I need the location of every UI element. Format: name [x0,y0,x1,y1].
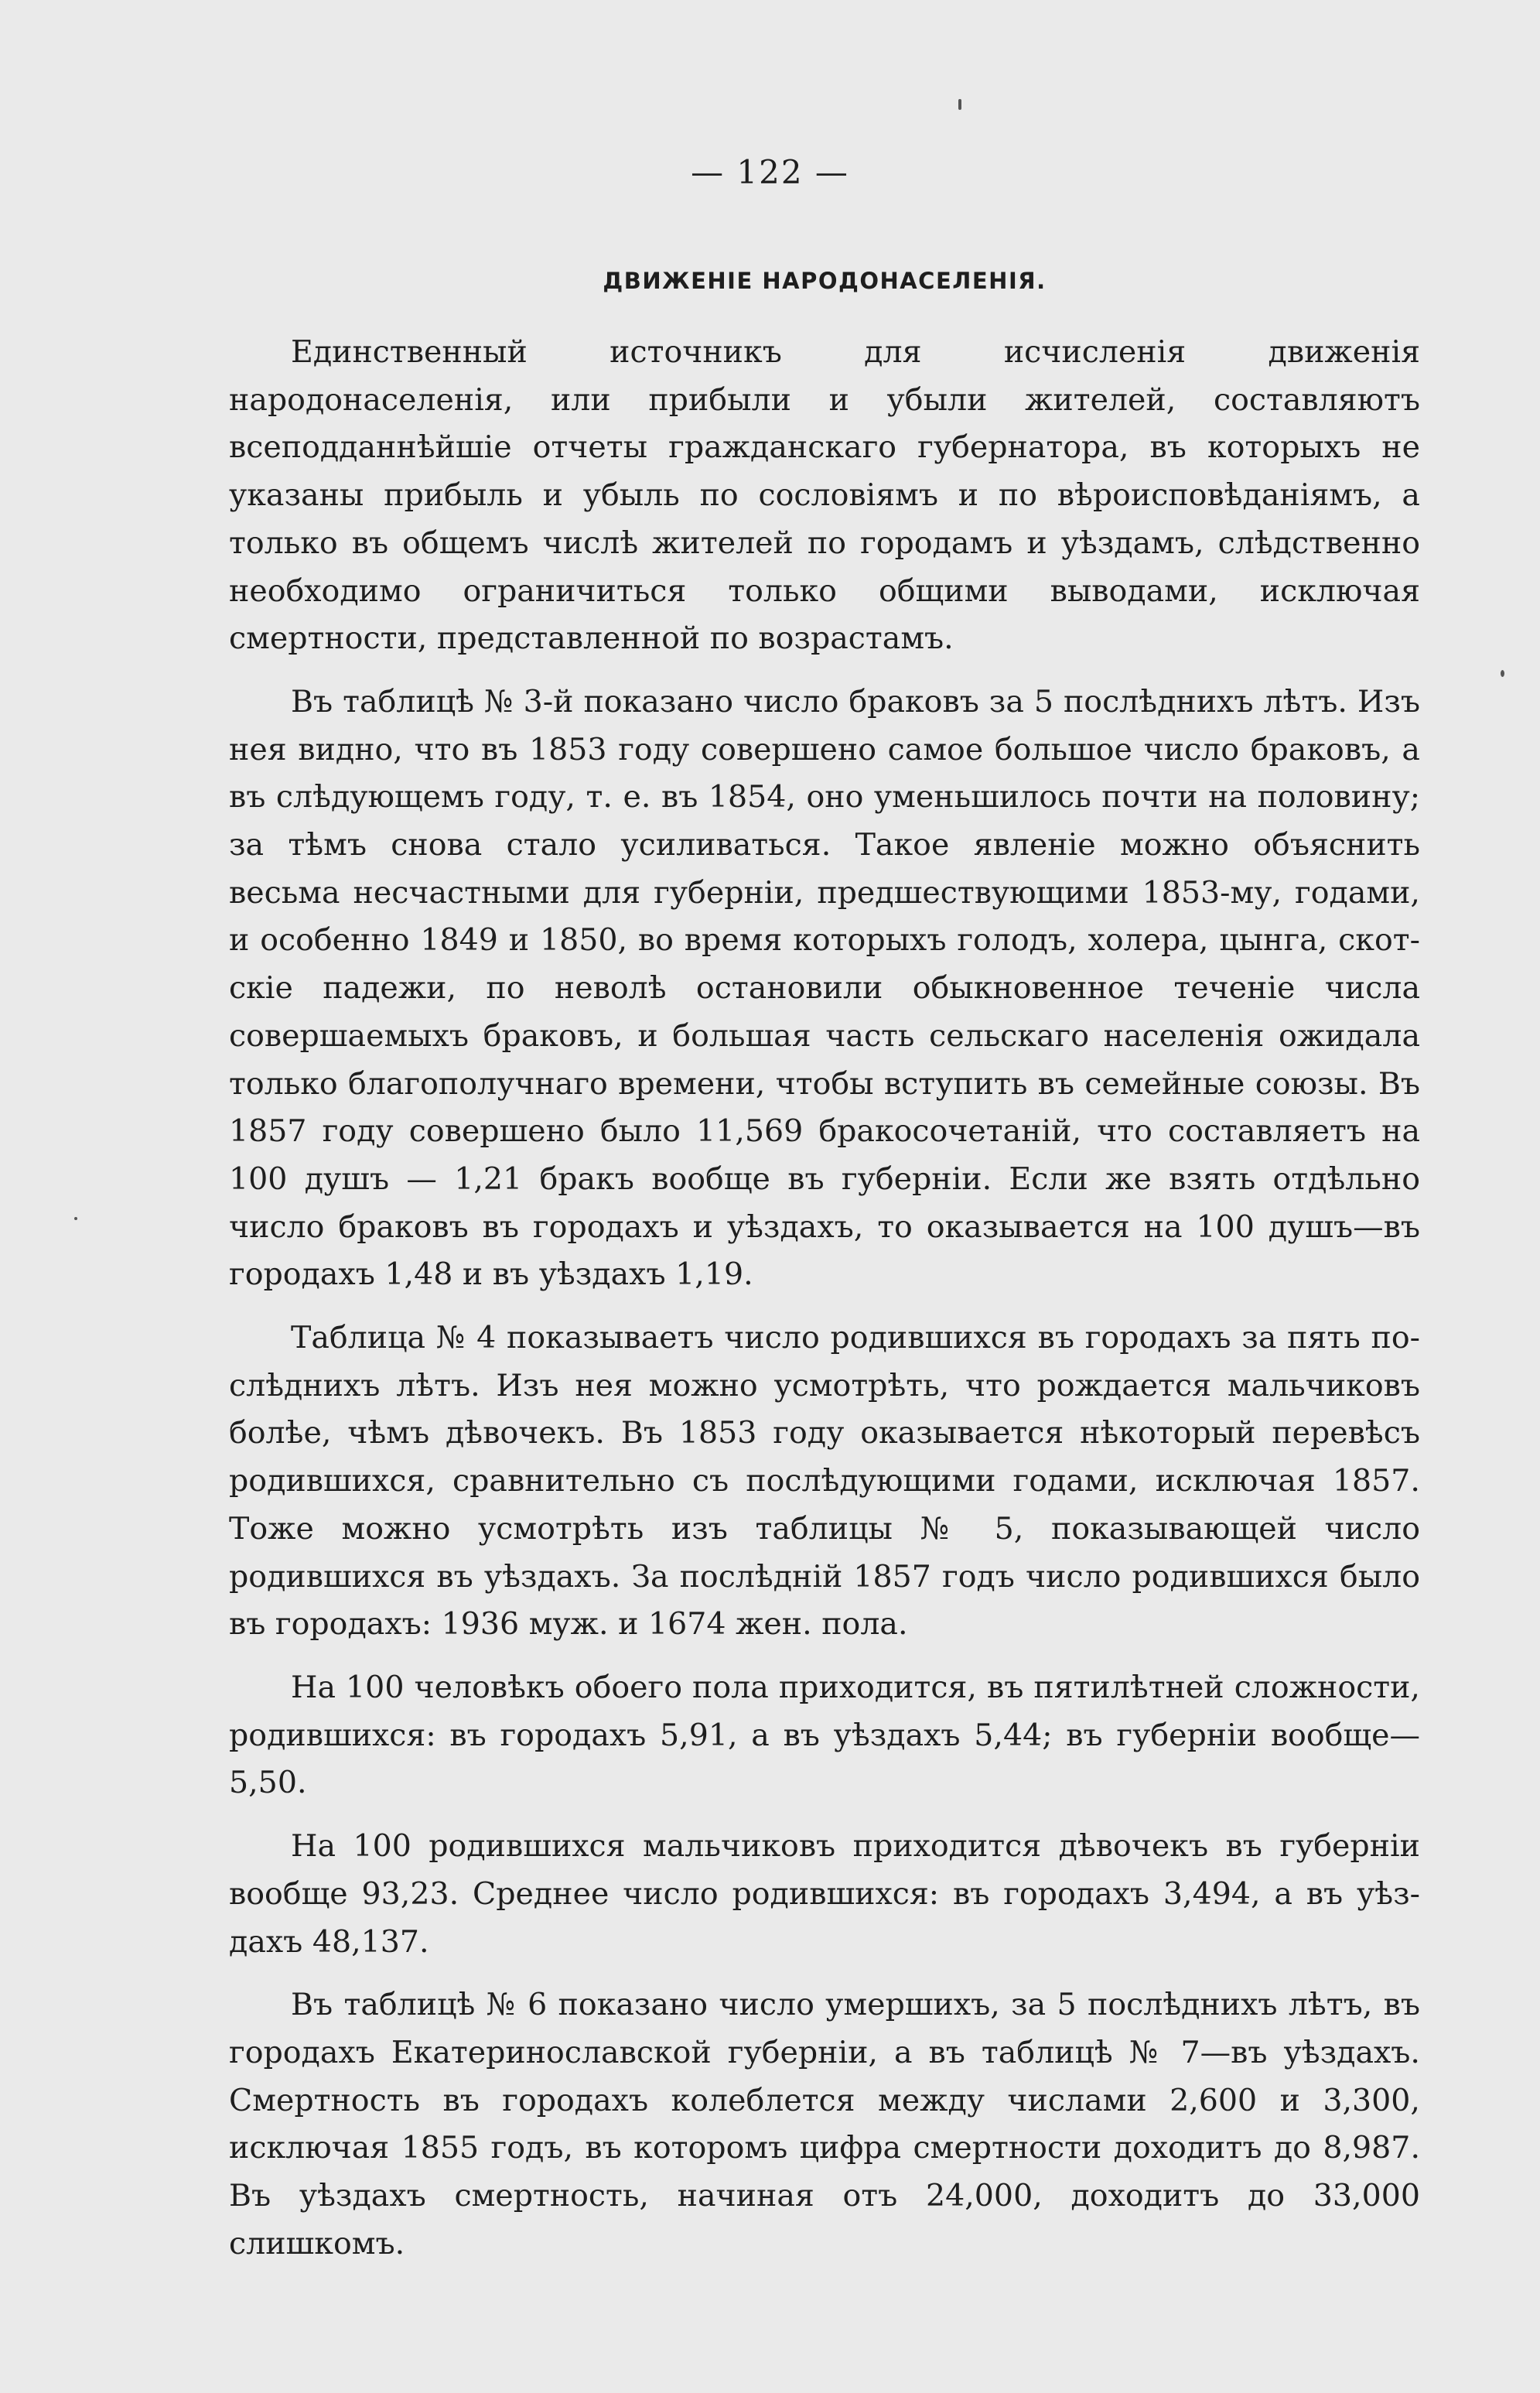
body-text [229,329,1420,2283]
page-number: — 122 — [691,153,849,191]
paragraph: Единственный источникъ для исчисленія движенія народонаселенія, или прибыли и убыли жителей, составляютъ всеподданнѣйшіе отчеты гражданскаго губернатора, въ которыхъ не указаны прибыль и убыль по сословіямъ и по вѣроисповѣданіямъ, а только въ общемъ числѣ жителей по городамъ и уѣздамъ, слѣдственно необходимо ограничиться только общими выводами, исключая смертности, представленной по возрастамъ. [229,334,1420,657]
scan-speck [1501,670,1504,677]
section-heading: ДВИЖЕНІЕ НАРОДОНАСЕЛЕНІЯ. [603,268,1047,294]
paragraph: Въ таблицѣ № 6 показано число умершихъ, за 5 послѣднихъ лѣтъ, въ городахъ Екатеринославской губерніи, а въ таблицѣ № 7—въ уѣздахъ. Смертность въ городахъ колеблется между числами 2,600 и 3,300, исключая 1855 годъ, въ которомъ цифра смертности доходитъ до 8,987. Въ уѣздахъ смертность, начиная отъ 24,000, доходитъ до 33,000 слишкомъ. [229,1987,1420,2261]
scan-speck [958,99,961,110]
paragraph: На 100 родившихся мальчиковъ приходится дѣвочекъ въ губерніи вообще 93,23. Среднее число родившихся: въ городахъ 3,494, а въ уѣздахъ 48,137. [229,1828,1420,1960]
paragraph: Въ таблицѣ № 3-й показано число браковъ за 5 послѣднихъ лѣтъ. Изъ нея видно, что въ 1853 году совершено самое большое число браковъ, а въ слѣдующемъ году, т. е. въ 1854, оно уменьшилось почти на половину; за тѣмъ снова стало усиливаться. Такое явленіе можно объяснить весьма несчастными для губерніи, предшествующими 1853-му, годами, и особенно 1849 и 1850, во время которыхъ голодъ, холера, цынга, скотскіе падежи, по неволѣ остановили обыкновенное теченіе числа совершаемыхъ браковъ, и большая часть сельскаго населенія ожидала только благополучнаго времени, чтобы вступить въ семейные союзы. Въ 1857 году совершено было 11,569 бракосочетаній, что составляетъ на 100 душъ — 1,21 бракъ вообще въ губерніи. Если же взять отдѣльно число браковъ въ городахъ и уѣздахъ, то оказывается на 100 душъ—въ городахъ 1,48 и въ уѣздахъ 1,19. [229,683,1420,1293]
paragraph: Таблица № 4 показываетъ число родившихся въ городахъ за пять послѣднихъ лѣтъ. Изъ нея можно усмотрѣть, что рождается мальчиковъ болѣе, чѣмъ дѣвочекъ. Въ 1853 году оказывается нѣкоторый перевѣсъ родившихся, сравнительно съ послѣдующими годами, исключая 1857. Тоже можно усмотрѣть изъ таблицы № 5, показывающей число родившихся въ уѣздахъ. За послѣдній 1857 годъ число родившихся было въ городахъ: 1936 муж. и 1674 жен. пола. [229,1320,1420,1643]
scan-speck [74,1217,77,1220]
paragraph: На 100 человѣкъ обоего пола приходится, въ пятилѣтней сложности, родившихся: въ городахъ 5,91, а въ уѣздахъ 5,44; въ губерніи вообще— 5,50. [229,1669,1420,1801]
